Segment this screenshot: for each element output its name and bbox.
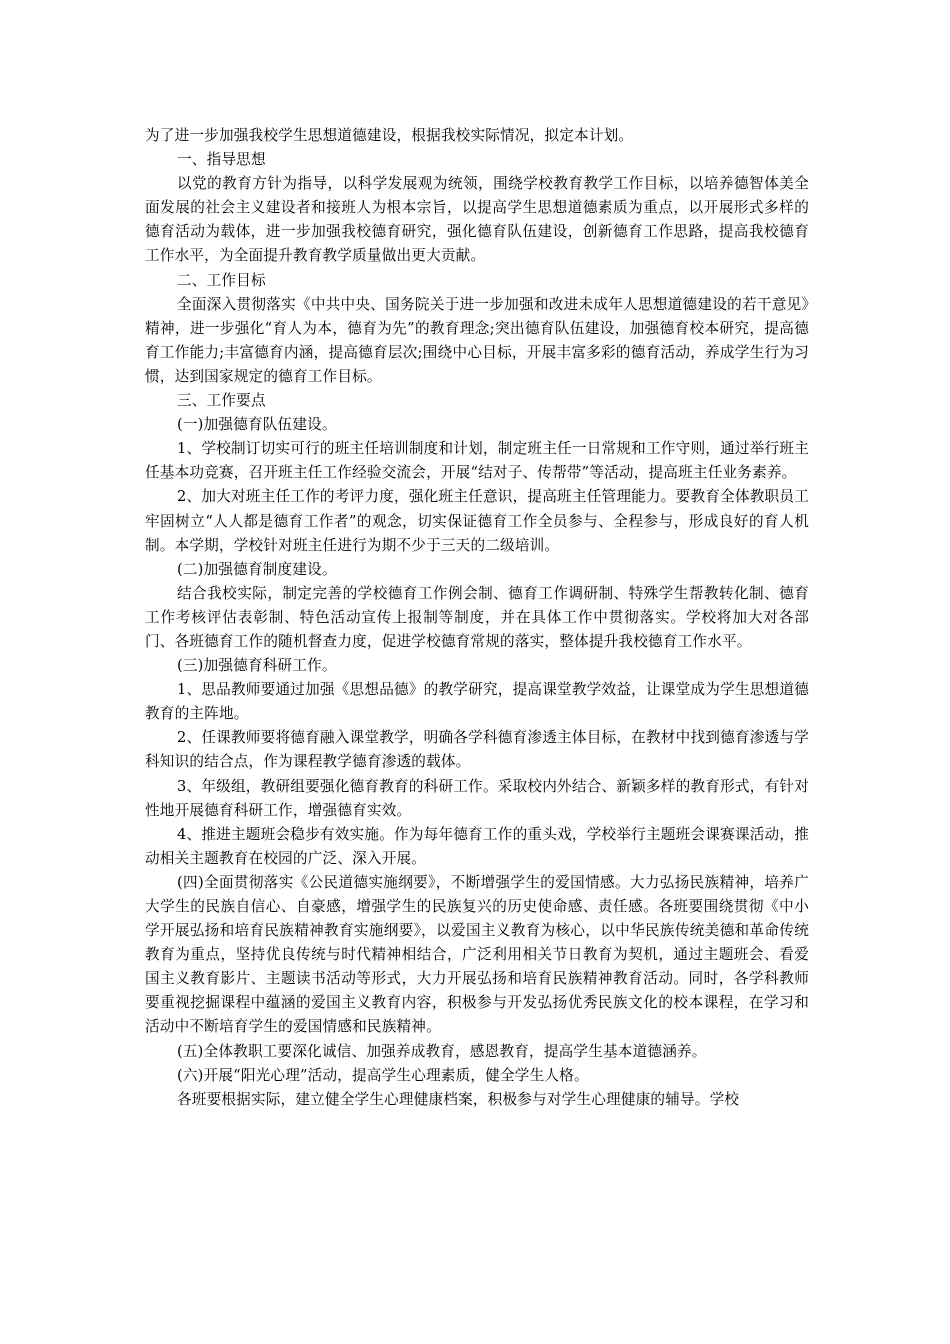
research-item-3: 3、年级组，教研组要强化德育教育的科研工作。采取校内外结合、新颖多样的教育形式，有针对性地开展德育科研工作，增强德育实效。	[145, 777, 809, 819]
sunshine-psychology-paragraph: 各班要根据实际，建立健全学生心理健康档案，积极参与对学生心理健康的辅导。学校	[177, 1090, 740, 1108]
subheading-research-work: (三)加强德育科研工作。	[177, 657, 337, 675]
heading-work-goals: 二、工作目标	[177, 271, 266, 289]
patriotic-education-paragraph: (四)全面贯彻落实《公民道德实施纲要》，不断增强学生的爱国情感。大力弘扬民族精神，培养广大学生的民族自信心、自豪感，增强学生的民族复兴的历史使命感、责任感。各班要围绕贯彻《中小学开展弘扬和培育民族精神教育实施纲要》，以爱国主义教育为核心，以中华民族传统美德和革命传统教育为重点，坚持优良传统与时代精神相结合，广泛利用相关节日教育为契机，通过主题班会、看爱国主义教育影片、主题读书活动等形式，大力开展弘扬和培育民族精神教育活动。同时，各学科教师要重视挖掘课程中蕴涵的爱国主义教育内容，积极参与开发弘扬优秀民族文化的校本课程，在学习和活动中不断培育学生的爱国情感和民族精神。	[145, 873, 809, 1036]
team-building-item-2: 2、加大对班主任工作的考评力度，强化班主任意识，提高班主任管理能力。要教育全体教职员工牢固树立“人人都是德育工作者”的观念，切实保证德育工作全员参与、全程参与，形成良好的育人机制。本学期，学校针对班主任进行为期不少于三天的二级培训。	[145, 488, 809, 554]
subheading-team-building: (一)加强德育队伍建设。	[177, 416, 337, 434]
team-building-item-1: 1、学校制订切实可行的班主任培训制度和计划，制定班主任一日常规和工作守则，通过举行班主任基本功竞赛，召开班主任工作经验交流会，开展“结对子、传帮带”等活动，提高班主任业务素养。	[145, 440, 809, 482]
integrity-education-paragraph: (五)全体教职工要深化诚信、加强养成教育，感恩教育，提高学生基本道德涵养。	[177, 1042, 707, 1060]
document-body	[145, 124, 809, 1112]
subheading-system-building: (二)加强德育制度建设。	[177, 560, 337, 578]
research-item-1: 1、思品教师要通过加强《思想品德》的教学研究，提高课堂教学效益，让课堂成为学生思想道德教育的主阵地。	[145, 681, 809, 723]
sunshine-psychology-heading: (六)开展“阳光心理”活动，提高学生心理素质，健全学生人格。	[177, 1066, 589, 1084]
intro-paragraph: 为了进一步加强我校学生思想道德建设，根据我校实际情况，拟定本计划。	[145, 127, 634, 144]
work-goals-paragraph: 全面深入贯彻落实《中共中央、国务院关于进一步加强和改进未成年人思想道德建设的若干意见》精神，进一步强化“育人为本，德育为先”的教育理念;突出德育队伍建设，加强德育校本研究，提高德育工作能力;丰富德育内涵，提高德育层次;围绕中心目标，开展丰富多彩的德育活动，养成学生行为习惯，达到国家规定的德育工作目标。	[145, 295, 809, 385]
research-item-4: 4、推进主题班会稳步有效实施。作为每年德育工作的重头戏，学校举行主题班会课赛课活动，推动相关主题教育在校园的广泛、深入开展。	[145, 825, 809, 867]
research-item-2: 2、任课教师要将德育融入课堂教学，明确各学科德育渗透主体目标，在教材中找到德育渗透与学科知识的结合点，作为课程教学德育渗透的载体。	[145, 729, 809, 771]
heading-guiding-ideology: 一、指导思想	[177, 151, 266, 169]
heading-work-points: 三、工作要点	[177, 392, 266, 410]
guiding-ideology-paragraph: 以党的教育方针为指导，以科学发展观为统领，围绕学校教育教学工作目标，以培养德智体美全面发展的社会主义建设者和接班人为根本宗旨，以提高学生思想道德素质为重点，以开展形式多样的德育活动为载体，进一步加强我校德育研究，强化德育队伍建设，创新德育工作思路，提高我校德育工作水平，为全面提升教育教学质量做出更大贡献。	[145, 175, 809, 265]
system-building-paragraph: 结合我校实际，制定完善的学校德育工作例会制、德育工作调研制、特殊学生帮教转化制、德育工作考核评估表彰制、特色活动宣传上报制等制度，并在具体工作中贯彻落实。学校将加大对各部门、各班德育工作的随机督查力度，促进学校德育常规的落实，整体提升我校德育工作水平。	[145, 584, 809, 650]
